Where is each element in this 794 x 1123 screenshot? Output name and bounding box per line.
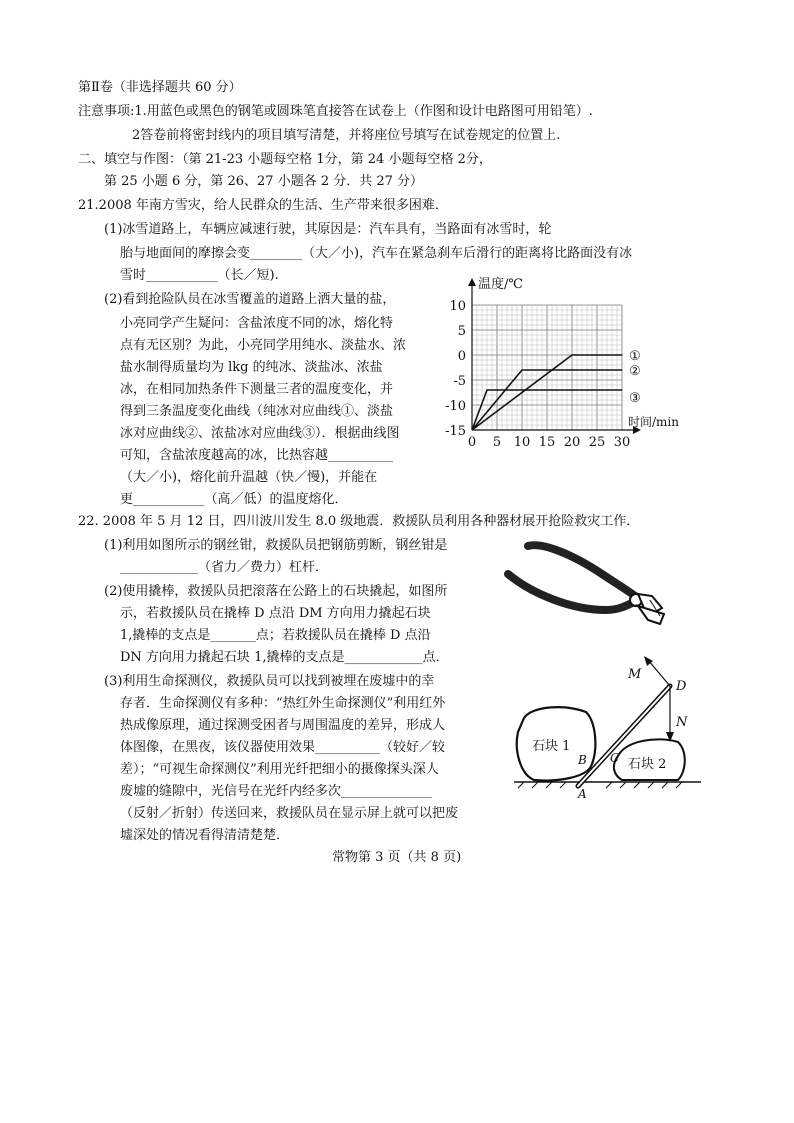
chart-axes [468, 278, 641, 434]
notice-line-2: 2答卷前将密封线内的项目填写清楚，并将座位号填写在试卷规定的位置上. [132, 128, 561, 143]
q22-part3-line3: 热成像原理，通过探测受困者与周围温度的差异，形成人 [120, 718, 446, 733]
pliers-figure [502, 534, 674, 634]
y-axis-label: 温度/℃ [478, 277, 523, 292]
q22-stem: 22. 2008 年 5 月 12 日，四川波川发生 8.0 级地震．救援队员利用各种器材展开抢险救灾工作． [78, 514, 640, 529]
q22-part2-line4: DN 方向用力撬起石块 1,撬棒的支点是____________点． [120, 650, 449, 665]
x-tick-label: 15 [538, 435, 556, 450]
y-tick-label: 10 [449, 299, 466, 314]
q21-part1-line1: (1)冰雪道路上，车辆应减速行驶，其原因是：汽车具有，当路面有冰雪时，轮 [104, 222, 552, 237]
q21-part2-line4: 盐水制得质量均为 lkg 的纯冰、淡盐冰、浓盐 [120, 360, 383, 375]
lever-figure [506, 652, 706, 800]
q22-part3-line4: 体图像，在黑夜，该仪器使用效果__________（较好／较 [120, 740, 446, 755]
x-tick-label: 30 [613, 435, 631, 450]
q21-part2-line5: 冰，在相同加热条件下测量三者的温度变化，并 [120, 382, 394, 397]
x-tick-label: 10 [513, 435, 531, 450]
q21-part1-line3: 雪时___________（长／短). [120, 268, 279, 283]
label-c: C [610, 751, 620, 765]
temperature-chart [438, 272, 688, 460]
q21-part2-line8: 可知，含盐浓度越高的冰，比热容越__________ [120, 448, 394, 463]
q21-part2-line3: 点有无区别？为此，小亮同学用纯水、淡盐水、浓 [120, 338, 407, 353]
q21-stem: 21.2008 年南方雪灾，给人民群众的生活、生产带来很多困难． [78, 198, 448, 213]
label-d: D [676, 679, 687, 694]
q22-part2-line1: (2)使用撬棒，救援队员把滚落在公路上的石块撬起，如图所 [104, 584, 448, 599]
q21-part2-line9: （大／小)，熔化前升温越（快／慢)，并能在 [120, 470, 378, 485]
volume-title: 第Ⅱ卷（非选择题共 60 分） [78, 80, 242, 95]
q22-part3-line8: 墟深处的情况看得清清楚楚． [120, 828, 290, 843]
pliers-handle-upper [528, 545, 635, 596]
q21-part2-line2: 小亮同学产生疑问：含盐浓度不同的冰，熔化特 [120, 316, 394, 331]
q21-part2-line6: 得到三条温度变化曲线（纯冰对应曲线①、淡盐 [120, 404, 394, 419]
y-tick-label: -15 [445, 424, 466, 439]
q22-part2-line3: 1,撬棒的支点是_______点；若救援队员在撬棒 D 点沿 [120, 628, 431, 643]
q22-part3-line2: 存者．生命探测仪有多种：“热红外生命探测仪”利用红外 [120, 696, 446, 711]
x-axis-label: 时间/min [628, 415, 679, 429]
force-arrow-dm [648, 660, 670, 686]
q22-part3-line7: （反射／折射）传送回来，救援队员在显示屏上就可以把废 [120, 806, 459, 821]
q22-part2-line2: 示，若救援队员在撬棒 D 点沿 DM 方向用力撬起石块 [120, 606, 431, 621]
q22-part1-line2: ____________（省力／费力）杠杆． [120, 560, 329, 575]
x-tick-label: 20 [563, 435, 581, 450]
section-title-line-1: 二、填空与作图：（第 21-23 小题每空格 1分，第 24 小题每空格 2分， [78, 152, 492, 167]
y-tick-label: -5 [453, 374, 466, 389]
y-tick-label: 5 [457, 324, 466, 339]
x-tick-label: 0 [467, 435, 477, 450]
stone-2-label: 石块 2 [628, 757, 667, 772]
q22-part3-line5: 差）；“可视生命探测仪”利用光纤把细小的摄像探头深人 [120, 762, 439, 777]
q21-part2-line7: 冰对应曲线②、浓盐冰对应曲线③）．根据曲线图 [120, 426, 400, 441]
q21-part1-line2: 胎与地面间的摩擦会变________（大／小)，汽车在紧急刹车后滑行的距离将比路面没有冰 [120, 246, 633, 261]
q21-part2-line1: (2)看到抢险队员在冰雪覆盖的道路上洒大量的盐， [104, 292, 396, 307]
q21-part2-line10: 更___________（高／低）的温度熔化． [120, 492, 348, 507]
ground-hatching [518, 782, 682, 788]
series-label-1: ① [629, 349, 641, 364]
notice-line-1: 注意事项:1.用蓝色或黑色的钢笔或圆珠笔直接答在试卷上（作图和设计电路图可用铅笔）. [78, 104, 593, 119]
y-tick-label: -10 [445, 399, 466, 414]
chart-grid [472, 305, 622, 430]
series-label-2: ② [629, 364, 641, 379]
q22-part3-line1: (3)利用生命探测仪，救援队员可以找到被埋在废墟中的幸 [104, 674, 435, 689]
y-axis-arrow [468, 278, 476, 286]
label-m: M [628, 667, 642, 682]
series-label-3: ③ [629, 391, 641, 406]
x-tick-label: 5 [492, 435, 502, 450]
y-tick-label: 0 [457, 349, 466, 364]
x-tick-label: 25 [588, 435, 606, 450]
label-b: B [578, 753, 587, 767]
page-footer: 常物第 3 页（共 8 页) [332, 850, 462, 865]
q22-part3-line6: 废墟的缝隙中，光信号在光纤内经多次______________ [120, 784, 433, 799]
q22-part1-line1: (1)利用如图所示的钢丝钳，救援队员把钢筋剪断，钢丝钳是 [104, 538, 448, 553]
label-n: N [676, 715, 688, 730]
stone-1-label: 石块 1 [532, 739, 571, 754]
label-a: A [578, 787, 587, 800]
section-title-line-2: 第 25 小题 6 分，第 26、27 小题各 2 分．共 27 分） [104, 174, 424, 189]
